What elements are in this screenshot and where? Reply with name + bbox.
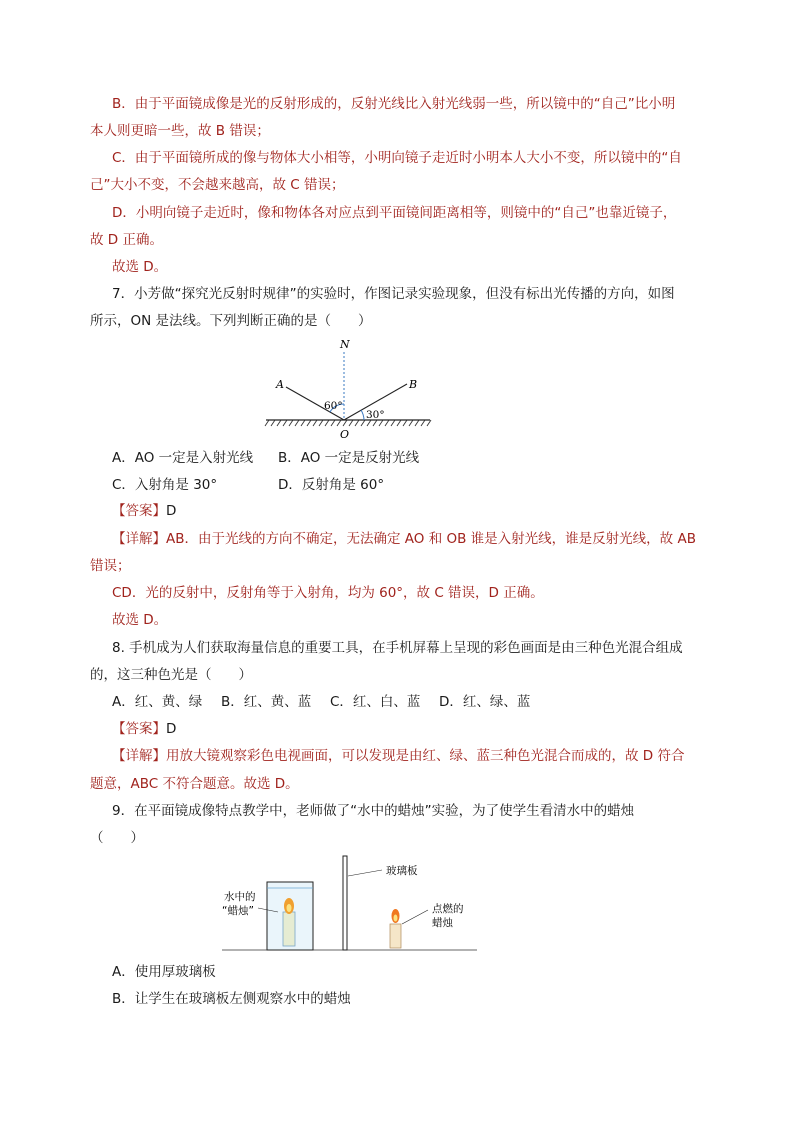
lit-candle-flame-inner xyxy=(394,915,398,922)
q8-detail-2: 题意，ABC 不符合题意。故选 D。 xyxy=(90,776,299,792)
flame-in-water-inner xyxy=(287,904,292,912)
lit-candle xyxy=(390,924,401,948)
label-lit-candle-2: 蜡烛 xyxy=(432,917,453,929)
q9-option-b[interactable]: B．让学生在玻璃板左侧观察水中的蜡烛 xyxy=(112,991,351,1007)
candle-water-diagram xyxy=(222,850,482,956)
q7-option-d[interactable]: D．反射角是 60° xyxy=(278,477,385,493)
detail-tag: 【详解】 xyxy=(112,748,166,764)
detail-text: 用放大镜观察彩色电视画面，可以发现是由红、绿、蓝三种色光混合而成的，故 D 符合 xyxy=(166,748,685,764)
q6-line-d1: D．小明向镜子走近时，像和物体各对应点到平面镜间距离相等，则镜中的“自己”也靠近镜子， xyxy=(112,205,677,221)
label-b: B xyxy=(409,378,418,391)
label-glass: 玻璃板 xyxy=(386,865,418,877)
answer-value: D xyxy=(166,721,177,737)
label-angle-60: 60° xyxy=(324,400,343,412)
leader-glass xyxy=(348,870,382,876)
answer-value: D xyxy=(166,503,177,519)
q6-line-b1: B．由于平面镜成像是光的反射形成的，反射光线比入射光线弱一些，所以镜中的“自己”比小明 xyxy=(112,96,676,112)
q8-answer xyxy=(112,719,732,739)
label-angle-30: 30° xyxy=(366,409,385,421)
q8-option-a[interactable]: A．红、黄、绿 xyxy=(112,694,203,710)
q6-line-b2: 本人则更暗一些，故 B 错误； xyxy=(90,123,270,139)
q8-option-c[interactable]: C．红、白、蓝 xyxy=(330,694,421,710)
answer-tag: 【答案】 xyxy=(112,503,166,519)
q7-detail-1 xyxy=(112,529,732,549)
q7-option-b[interactable]: B．AO 一定是反射光线 xyxy=(278,450,420,466)
q8-option-b[interactable]: B．红、黄、蓝 xyxy=(221,694,312,710)
q7-option-c[interactable]: C．入射角是 30° xyxy=(112,477,218,493)
q7-options-row-1 xyxy=(112,448,732,468)
q9-option-a[interactable]: A．使用厚玻璃板 xyxy=(112,964,216,980)
q7-answer xyxy=(112,501,732,521)
q7-detail-3: CD．光的反射中，反射角等于入射角，均为 60°，故 C 错误，D 正确。 xyxy=(112,585,544,601)
label-lit-candle-1: 点燃的 xyxy=(432,903,464,915)
reflection-diagram xyxy=(260,336,440,444)
q9-stem-1: 9．在平面镜成像特点教学中，老师做了“水中的蜡烛”实验，为了使学生看清水中的蜡烛 xyxy=(112,803,635,819)
q8-stem-2: 的，这三种色光是（ ） xyxy=(90,667,252,683)
glass-plate xyxy=(343,856,347,950)
label-a: A xyxy=(276,378,284,391)
q8-stem-1: 8. 手机成为人们获取海量信息的重要工具，在手机屏幕上呈现的彩色画面是由三种色光混合组成 xyxy=(112,640,683,656)
label-water-candle-2: “蜡烛” xyxy=(222,905,254,917)
mirror-hatching xyxy=(265,420,431,426)
q9-candle-figure xyxy=(222,850,482,956)
answer-tag: 【答案】 xyxy=(112,721,166,737)
q7-options-row-2 xyxy=(112,475,732,495)
leader-lit-candle xyxy=(402,910,428,924)
q7-option-a[interactable]: A．AO 一定是入射光线 xyxy=(112,450,254,466)
q8-detail-1 xyxy=(112,746,732,766)
q8-option-d[interactable]: D．红、绿、蓝 xyxy=(439,694,531,710)
q7-detail-2: 错误； xyxy=(90,558,131,574)
label-water-candle-1: 水中的 xyxy=(224,891,256,903)
label-o: O xyxy=(340,428,350,441)
q7-choose: 故选 D。 xyxy=(112,612,168,628)
q7-stem-2: 所示，ON 是法线。下列判断正确的是（ ） xyxy=(90,313,372,329)
q8-options-row xyxy=(112,692,732,712)
q9-stem-2: （ ） xyxy=(90,830,144,846)
detail-tag: 【详解】 xyxy=(112,531,166,547)
angle-arc-30 xyxy=(361,410,364,420)
q6-line-d2: 故 D 正确。 xyxy=(90,232,163,248)
q6-line-c2: 己”大小不变，不会越来越高，故 C 错误； xyxy=(90,177,345,193)
label-n: N xyxy=(340,338,350,351)
detail-text: AB．由于光线的方向不确定，无法确定 AO 和 OB 谁是入射光线，谁是反射光线，故 AB xyxy=(166,531,696,547)
q6-line-c1: C．由于平面镜所成的像与物体大小相等，小明向镜子走近时小明本人大小不变，所以镜中的“自 xyxy=(112,150,682,166)
q6-choose: 故选 D。 xyxy=(112,259,168,275)
q7-reflection-figure xyxy=(260,336,440,444)
q7-stem-1: 7．小芳做“探究光反射时规律”的实验时，作图记录实验现象，但没有标出光传播的方向，如图 xyxy=(112,286,675,302)
candle-in-water xyxy=(283,912,295,946)
